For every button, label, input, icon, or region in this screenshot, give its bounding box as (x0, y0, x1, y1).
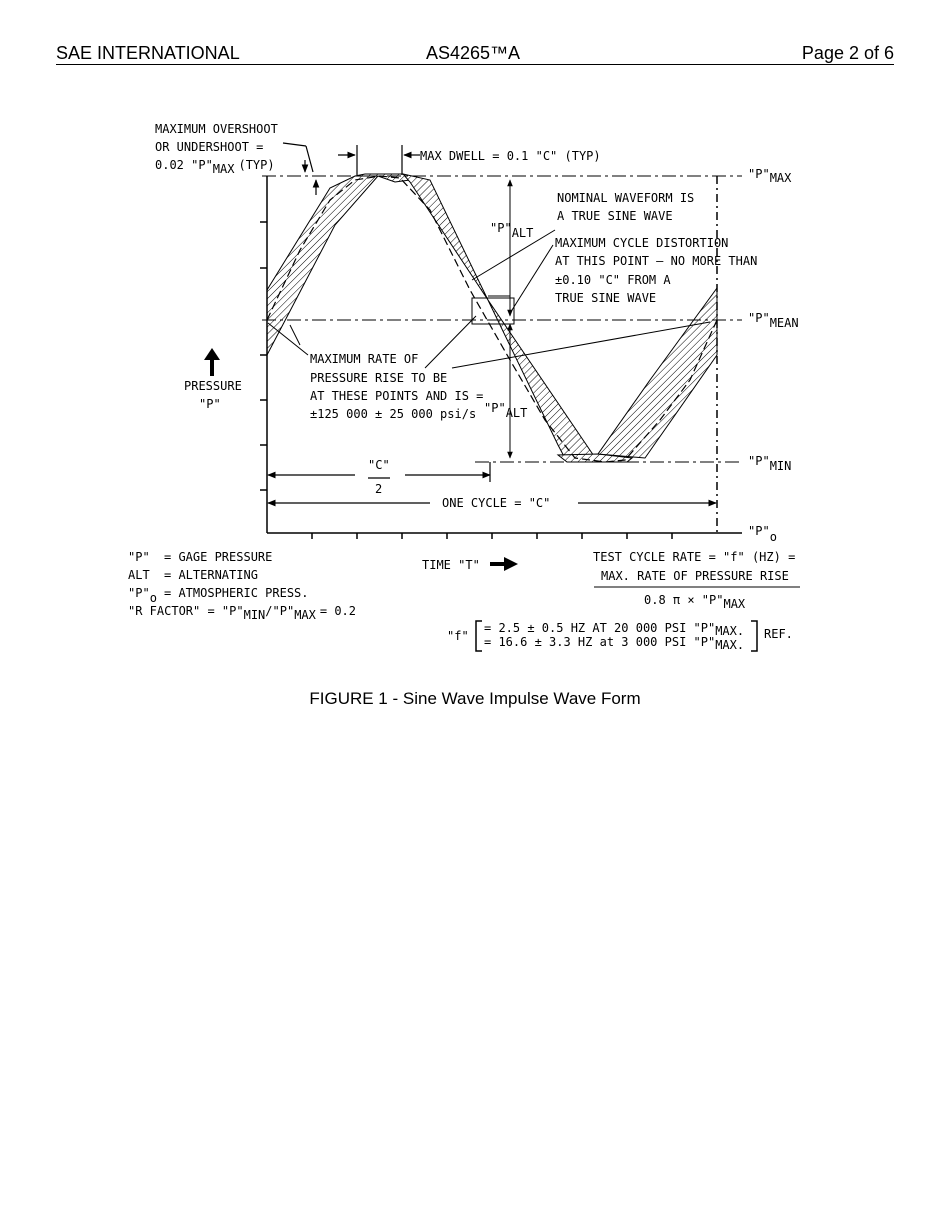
freq-label: "f" (447, 629, 469, 643)
distortion-label-2: AT THIS POINT — NO MORE THAN (555, 254, 758, 268)
half-cycle-denominator: 2 (375, 482, 383, 496)
pressure-axis-label-2: "P" (199, 397, 221, 411)
legend-item-alternating: ALT = ALTERNATING (128, 568, 258, 582)
distortion-label-1: MAXIMUM CYCLE DISTORTION (555, 236, 729, 250)
rate-label-4: ±125 000 ± 25 000 psi/s (310, 407, 477, 421)
pressure-arrow-icon (204, 348, 220, 376)
header-organization: SAE INTERNATIONAL (56, 43, 240, 63)
rate-formula-line1: TEST CYCLE RATE = "f" (HZ) = (593, 550, 796, 564)
palt-label-lower: "P"ALT (484, 401, 528, 420)
legend-item-gage-pressure: "P" = GAGE PRESSURE (128, 550, 273, 564)
rise-band-2 (598, 288, 717, 458)
time-arrow-icon (490, 557, 518, 571)
half-cycle-numerator: "C" (368, 458, 390, 472)
pmean-label: "P"MEAN (748, 311, 799, 330)
rate-formula-numerator: MAX. RATE OF PRESSURE RISE (601, 569, 789, 583)
time-axis-label: TIME "T" (422, 558, 480, 572)
pressure-axis-label-1: PRESSURE (184, 379, 242, 393)
overshoot-label-1: MAXIMUM OVERSHOOT (155, 122, 278, 136)
rfactor-label: "R FACTOR" = "P"MIN/"P"MAX = 0.2 (128, 604, 356, 622)
one-cycle-label: ONE CYCLE = "C" (442, 496, 551, 510)
pmin-label: "P"MIN (748, 454, 792, 473)
po-label: "P"o (748, 524, 777, 544)
header-document-id: AS4265™A (426, 43, 521, 63)
header-page-number: Page 2 of 6 (801, 43, 894, 63)
rise-band (267, 176, 378, 355)
legend-item-atmospheric: "P"o = ATMOSPHERIC PRESS. (128, 586, 309, 605)
rate-label-1: MAXIMUM RATE OF (310, 352, 419, 366)
freq-line-2: = 16.6 ± 3.3 HZ at 3 000 PSI "P"MAX. (484, 635, 745, 652)
freq-right-bracket (751, 621, 757, 651)
distortion-label-4: TRUE SINE WAVE (555, 291, 657, 305)
figure-caption: FIGURE 1 - Sine Wave Impulse Wave Form (309, 689, 641, 708)
overshoot-label-3: 0.02 "P"MAX (TYP) (155, 158, 275, 176)
freq-ref: REF. (764, 627, 793, 641)
overshoot-label-2: OR UNDERSHOOT = (155, 140, 264, 154)
rate-formula-denominator: 0.8 π × "P"MAX (644, 593, 746, 611)
nominal-label-1: NOMINAL WAVEFORM IS (557, 191, 695, 205)
nominal-label-2: A TRUE SINE WAVE (557, 209, 673, 223)
distortion-label-3: ±0.10 "C" FROM A (555, 273, 671, 287)
palt-label-upper: "P"ALT (490, 221, 534, 240)
dwell-label: MAX DWELL = 0.1 "C" (TYP) (420, 149, 601, 163)
freq-left-bracket (476, 621, 482, 651)
freq-line-1: = 2.5 ± 0.5 HZ AT 20 000 PSI "P"MAX. (484, 621, 745, 638)
rate-label-3: AT THESE POINTS AND IS = (310, 389, 484, 403)
pmax-label: "P"MAX (748, 167, 792, 185)
rate-label-2: PRESSURE RISE TO BE (310, 371, 448, 385)
